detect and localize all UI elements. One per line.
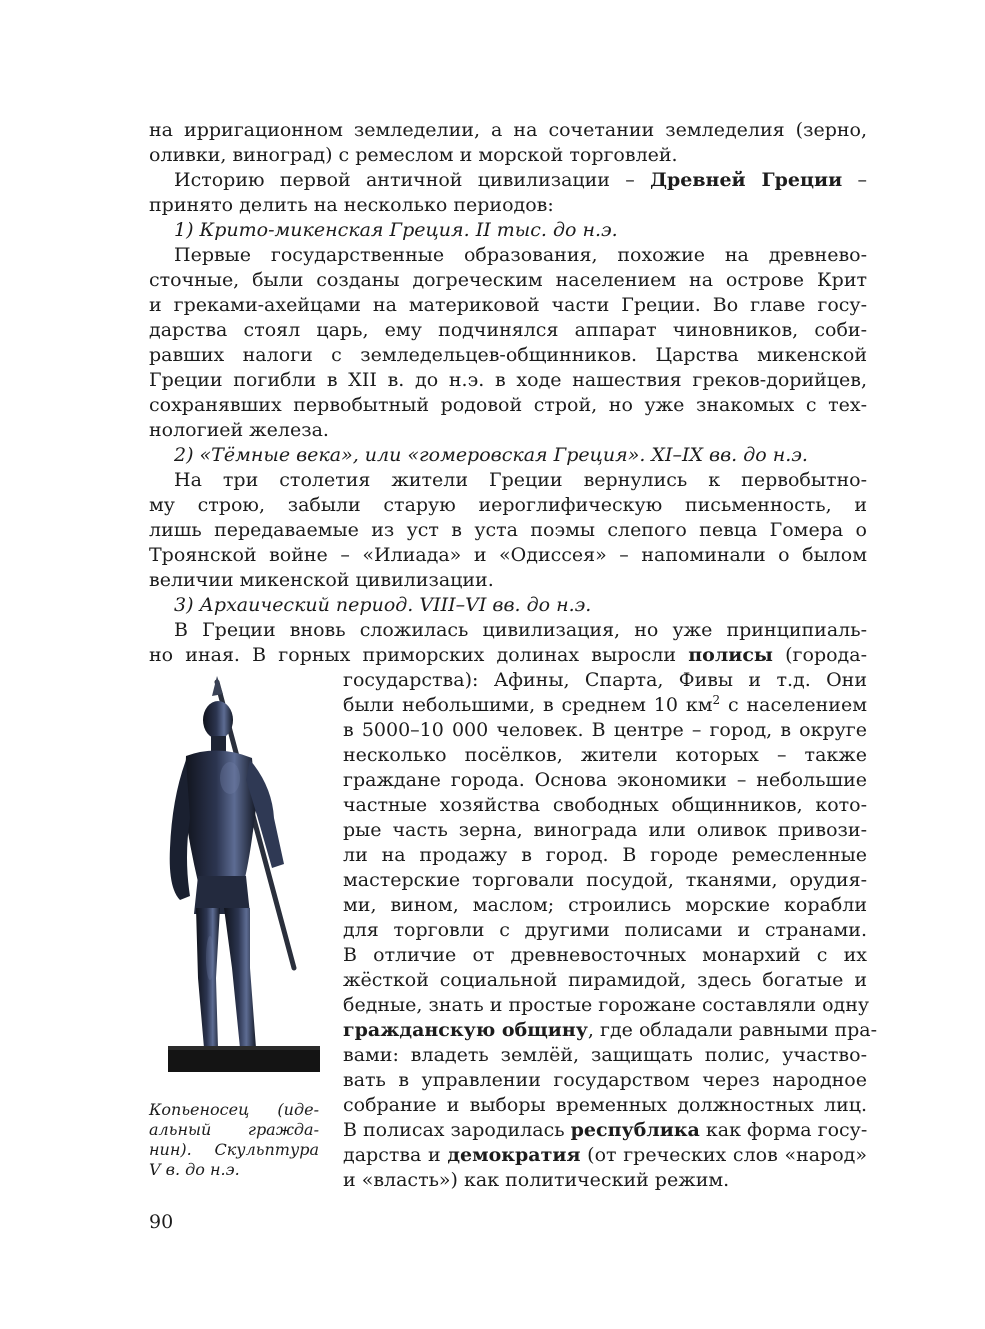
text-line: вать в управлении государством через народное bbox=[343, 1069, 867, 1091]
period-heading-1: 1) Крито-микенская Греция. II тыс. до н.э. bbox=[174, 219, 618, 241]
text-line: и «власть») как политический режим. bbox=[343, 1169, 730, 1191]
text-line: Историю первой античной цивилизации – Древней Греции – bbox=[174, 169, 867, 191]
text-line: сохранявших первобытный родовой строй, но уже знакомых с тех- bbox=[149, 394, 867, 416]
text-line: вами: владеть землёй, защищать полис, участво- bbox=[343, 1044, 867, 1066]
term-civic-community: гражданскую общину bbox=[343, 1019, 588, 1041]
text-line: гражданскую общину, где обладали равными пра- bbox=[343, 1019, 878, 1041]
period-heading-3: 3) Архаический период. VIII–VI вв. до н.э. bbox=[174, 594, 592, 616]
text-line: но иная. В горных приморских долинах выросли полисы (города- bbox=[149, 644, 867, 666]
text-line: величии микенской цивилизации. bbox=[149, 569, 494, 591]
text-line: оливки, виноград) с ремеслом и морской торговлей. bbox=[149, 144, 678, 166]
text-line: на ирригационном земледелии, а на сочетании земледелия (зерно, bbox=[149, 119, 867, 141]
text-line: сточные, были созданы догреческим населением на острове Крит bbox=[149, 269, 867, 291]
text-line: в 5000–10 000 человек. В центре – город, в округе bbox=[343, 719, 867, 741]
text-line: были небольшими, в среднем 10 $км^2$ с населением bbox=[343, 693, 867, 716]
term-democracy: демократия bbox=[447, 1144, 581, 1166]
text-line: граждане города. Основа экономики – небольшие bbox=[343, 769, 867, 791]
text-line: принято делить на несколько периодов: bbox=[149, 194, 554, 216]
page-number: 90 bbox=[149, 1211, 174, 1233]
text-line: му строю, забыли старую иероглифическую письменность, и bbox=[149, 494, 867, 516]
text-line: дарства стоял царь, ему подчинялся аппарат чиновников, соби- bbox=[149, 319, 867, 341]
text-line: На три столетия жители Греции вернулись к первобытно- bbox=[174, 469, 867, 491]
term-republic: республика bbox=[570, 1119, 700, 1141]
text-line: нологией железа. bbox=[149, 419, 329, 441]
figure-caption bbox=[149, 1100, 319, 1180]
text-line: частные хозяйства свободных общинников, кото- bbox=[343, 794, 867, 816]
text-line: дарства и демократия (от греческих слов «народ» bbox=[343, 1144, 867, 1166]
text-line: В Греции вновь сложилась цивилизация, но уже принципиаль- bbox=[174, 619, 867, 641]
caption-line: Копьеносец (иде- bbox=[149, 1100, 319, 1119]
text-line: и греками-ахейцами на материковой части Греции. Во главе госу- bbox=[149, 294, 867, 316]
text-line: ли на продажу в город. В городе ремесленные bbox=[343, 844, 867, 866]
text-line: ми, вином, маслом; строились морские корабли bbox=[343, 894, 867, 916]
text-line: Первые государственные образования, похожие на древнево- bbox=[174, 244, 867, 266]
text-line: В отличие от древневосточных монархий с их bbox=[343, 944, 867, 966]
term-polis: полисы bbox=[688, 644, 773, 666]
text-line: жёсткой социальной пирамидой, здесь богатые и bbox=[343, 969, 867, 991]
caption-line: альный гражда- bbox=[149, 1120, 319, 1139]
text-line: Троянской войне – «Илиада» и «Одиссея» – напоминали о былом bbox=[149, 544, 867, 566]
term-ancient-greece: Древней Греции bbox=[650, 169, 843, 191]
text-line: рые часть зерна, винограда или оливок привози- bbox=[343, 819, 867, 841]
caption-line: V в. до н.э. bbox=[149, 1160, 240, 1179]
text-line: лишь передаваемые из уст в уста поэмы слепого певца Гомера о bbox=[149, 519, 867, 541]
text-line: Греции погибли в XII в. до н.э. в ходе нашествия греков-дорийцев, bbox=[149, 369, 867, 391]
caption-line: нин). Скульптура bbox=[149, 1140, 319, 1159]
text-line: государства): Афины, Спарта, Фивы и т.д. Они bbox=[343, 669, 867, 691]
spearman-statue-image bbox=[160, 668, 320, 1088]
text-line: для торговли с другими полисами и странами. bbox=[343, 919, 867, 941]
text-line: мастерские торговали посудой, тканями, орудия- bbox=[343, 869, 867, 891]
period-heading-2: 2) «Тёмные века», или «гомеровская Греция». XI–IX вв. до н.э. bbox=[174, 444, 808, 466]
text-line: бедные, знать и простые горожане составляли одну bbox=[343, 994, 870, 1016]
text-line: равших налоги с земледельцев-общинников. Царства микенской bbox=[149, 344, 867, 366]
text-line: несколько посёлков, жители которых – также bbox=[343, 744, 867, 766]
text-line: собрание и выборы временных должностных лиц. bbox=[343, 1094, 867, 1116]
text-line: В полисах зародилась республика как форма госу- bbox=[343, 1119, 868, 1141]
